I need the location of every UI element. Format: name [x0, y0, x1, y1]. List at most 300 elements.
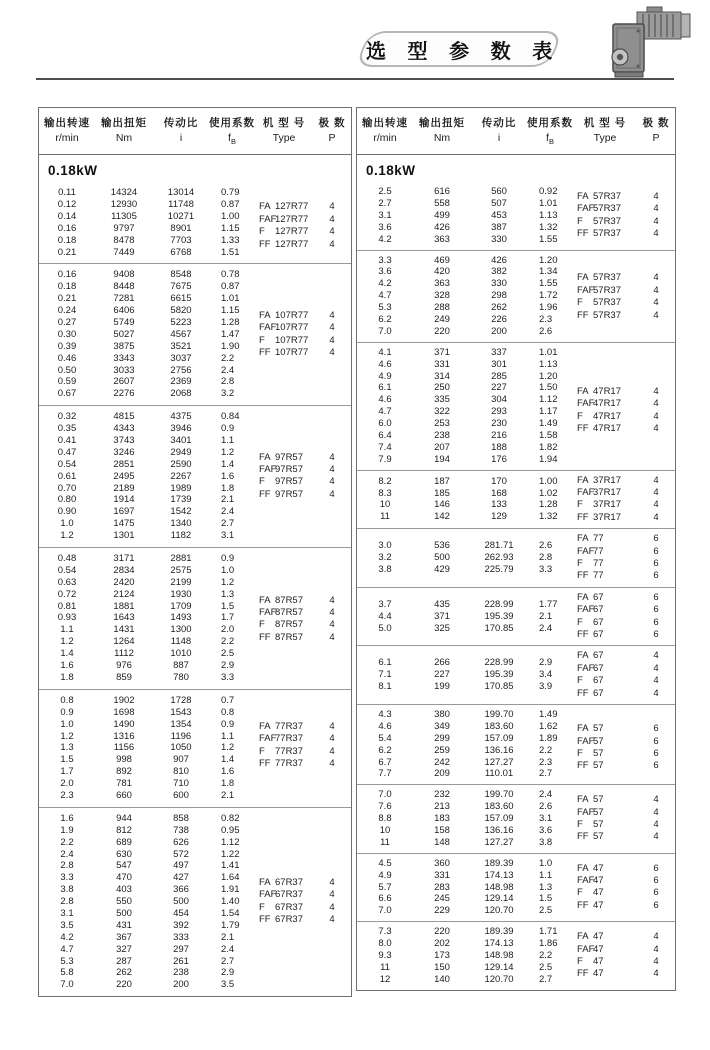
cell-ratio: 2949	[170, 446, 192, 458]
cell-speed: 0.47	[57, 446, 77, 458]
cell-fb: 1.13	[539, 358, 558, 370]
model-number: 47	[593, 887, 604, 899]
type-column	[577, 255, 675, 322]
cell-ratio: 200	[491, 325, 507, 337]
cell-speed: 0.39	[57, 340, 77, 352]
cell-torque: 325	[434, 622, 450, 634]
cell-ratio: 1196	[170, 730, 192, 742]
pole-count: 4	[329, 901, 335, 913]
cell-speed: 7.1	[378, 669, 392, 681]
cell-speed: 0.61	[57, 470, 77, 482]
cell-ratio: 738	[173, 824, 189, 836]
cell-torque: 5749	[113, 317, 135, 328]
model-prefix: FAF	[577, 662, 595, 674]
table-row	[357, 222, 573, 234]
cell-ratio: 1728	[170, 694, 192, 706]
model-type	[577, 411, 675, 423]
page-title: 选 型 参 数 表	[366, 41, 561, 63]
cell-ratio: 298	[491, 290, 507, 302]
table-row	[39, 553, 255, 565]
cell-torque: 616	[434, 186, 450, 198]
table-row	[357, 454, 573, 466]
model-number: 97R57	[275, 464, 303, 476]
cell-fb: 2.9	[221, 967, 235, 979]
cell-ratio: 5223	[170, 317, 192, 328]
cell-ratio: 600	[173, 789, 189, 801]
cell-fb: 2.5	[539, 961, 553, 973]
table-header	[357, 108, 675, 155]
table-row	[357, 974, 573, 986]
pole-count: 6	[653, 591, 659, 603]
model-number: 77	[593, 545, 604, 557]
cell-ratio: 1709	[170, 600, 192, 612]
cell-speed: 0.81	[57, 600, 77, 612]
table-row	[357, 882, 573, 894]
cell-torque: 4815	[113, 411, 135, 423]
table-row	[357, 186, 573, 198]
col-header-service-factor: 使用系数 $f_B$	[209, 117, 255, 147]
cell-speed: 6.1	[378, 657, 392, 669]
cell-fb: 2.2	[539, 744, 553, 756]
pole-count: 6	[653, 735, 659, 747]
model-number: 107R77	[275, 347, 309, 359]
cell-fb: 2.1	[221, 494, 235, 506]
cell-torque: 242	[434, 756, 450, 768]
cell-fb: 2.0	[221, 624, 235, 636]
table-row	[357, 623, 573, 635]
model-type	[577, 748, 675, 760]
cell-fb: 0.92	[539, 186, 558, 198]
model-type	[577, 285, 675, 297]
table-row	[39, 447, 255, 459]
cell-fb: 3.6	[539, 824, 553, 836]
table-row	[357, 938, 573, 950]
model-type	[577, 310, 675, 322]
cell-fb: 2.7	[221, 955, 235, 967]
model-type	[577, 736, 675, 748]
model-number: 127R77	[275, 213, 309, 225]
cell-ratio: 120.70	[484, 905, 514, 917]
data-block	[357, 528, 675, 587]
header-divider	[36, 78, 674, 80]
cell-fb: 0.9	[221, 553, 235, 565]
model-number: 87R57	[275, 594, 303, 606]
gearmotor-icon	[603, 6, 699, 80]
model-prefix: F	[259, 334, 265, 346]
cell-fb: 2.1	[221, 931, 235, 943]
cell-speed: 0.67	[57, 388, 77, 400]
cell-speed: 11	[380, 836, 390, 848]
pole-count: 6	[653, 616, 659, 628]
model-type	[259, 619, 351, 631]
cell-speed: 2.3	[60, 789, 74, 801]
model-prefix: F	[577, 675, 583, 687]
table-row	[39, 506, 255, 518]
model-number: 67	[593, 687, 604, 699]
cell-speed: 0.9	[60, 706, 74, 718]
data-block	[39, 405, 351, 547]
cell-ratio: 127.27	[484, 756, 514, 768]
type-column	[577, 191, 675, 241]
cell-speed: 1.9	[60, 824, 74, 836]
cell-speed: 1.7	[60, 766, 74, 778]
cell-torque: 331	[434, 869, 450, 881]
pole-count: 4	[653, 474, 659, 486]
table-row	[357, 359, 573, 371]
model-number: 97R57	[275, 488, 303, 500]
numeric-rows	[357, 657, 573, 693]
cell-torque: 781	[116, 778, 132, 790]
cell-torque: 2495	[113, 470, 135, 482]
cell-torque: 7281	[113, 293, 135, 305]
cell-speed: 0.14	[57, 210, 77, 222]
table-row	[357, 255, 573, 267]
cell-ratio: 148.98	[484, 881, 514, 893]
cell-ratio: 366	[173, 884, 189, 896]
model-type	[577, 386, 675, 398]
cell-torque: 328	[434, 290, 450, 302]
cell-fb: 0.9	[221, 423, 235, 435]
cell-fb: 2.9	[221, 660, 235, 672]
table-row	[39, 281, 255, 293]
table-row	[39, 648, 255, 660]
cell-fb: 1.20	[539, 370, 558, 382]
cell-fb: 1.2	[221, 576, 235, 588]
cell-ratio: 11748	[168, 198, 194, 210]
model-prefix: F	[577, 297, 583, 309]
cell-fb: 2.2	[539, 949, 553, 961]
cell-fb: 2.4	[221, 364, 235, 376]
cell-torque: 202	[434, 938, 450, 950]
cell-speed: 7.7	[378, 768, 392, 780]
pole-count: 4	[653, 931, 659, 943]
table-row	[357, 476, 573, 488]
cell-torque: 140	[434, 973, 450, 985]
model-prefix: FF	[577, 831, 589, 843]
cell-torque: 11305	[111, 210, 137, 222]
type-column	[259, 411, 351, 501]
model-prefix: FAF	[259, 607, 277, 619]
cell-torque: 3875	[113, 340, 135, 352]
pole-count: 4	[329, 889, 335, 901]
table-row	[39, 471, 255, 483]
cell-fb: 1.12	[221, 836, 240, 848]
cell-torque: 283	[434, 881, 450, 893]
pole-count: 4	[653, 398, 659, 410]
table-row	[357, 499, 573, 511]
model-prefix: FF	[259, 238, 271, 250]
cell-ratio: 195.39	[484, 610, 514, 622]
model-number: 67R37	[275, 877, 303, 889]
model-prefix: FAF	[577, 943, 595, 955]
cell-speed: 0.16	[57, 269, 77, 281]
cell-ratio: 330	[491, 278, 507, 290]
numeric-rows	[39, 187, 255, 258]
model-number: 37R17	[593, 474, 621, 486]
model-prefix: FAF	[259, 322, 277, 334]
pole-count: 4	[653, 191, 659, 203]
cell-torque: 1902	[113, 694, 135, 706]
model-type	[577, 423, 675, 435]
table-row	[39, 341, 255, 353]
cell-fb: 1.47	[221, 328, 240, 340]
cell-fb: 1.3	[221, 588, 235, 600]
table-row	[39, 223, 255, 235]
cell-ratio: 1989	[170, 482, 192, 494]
cell-torque: 367	[116, 931, 132, 943]
cell-ratio: 626	[173, 836, 189, 848]
cell-fb: 1.6	[221, 470, 235, 482]
numeric-rows	[357, 858, 573, 917]
cell-speed: 4.2	[378, 233, 392, 245]
cell-speed: 7.0	[60, 979, 74, 991]
model-prefix: FA	[577, 474, 589, 486]
pole-count: 4	[329, 322, 335, 334]
cell-torque: 371	[434, 346, 450, 358]
numeric-rows	[357, 599, 573, 635]
cell-ratio: 810	[173, 766, 189, 778]
table-row	[357, 721, 573, 733]
model-number: 77R37	[275, 745, 303, 757]
cell-speed: 5.0	[378, 622, 392, 634]
data-block	[39, 689, 351, 807]
data-block	[357, 784, 675, 852]
model-number: 47R17	[593, 410, 621, 422]
col-header-output-torque: 输出扭矩 Nm	[101, 117, 147, 144]
cell-speed: 4.9	[378, 869, 392, 881]
cell-speed: 3.8	[378, 563, 392, 575]
cell-fb: 1.89	[539, 732, 558, 744]
data-block	[39, 547, 351, 689]
cell-ratio: 3521	[170, 340, 192, 352]
pole-count: 4	[329, 238, 335, 250]
cell-ratio: 1182	[170, 530, 192, 542]
cell-fb: 2.5	[221, 648, 235, 660]
cell-fb: 1.28	[221, 317, 240, 328]
cell-fb: 1.2	[221, 742, 235, 754]
cell-speed: 3.6	[378, 221, 392, 233]
cell-torque: 322	[434, 406, 450, 418]
col-header-output-speed: 输出转速 r/min	[44, 117, 90, 144]
table-row	[357, 302, 573, 314]
cell-ratio: 129	[491, 511, 507, 523]
cell-speed: 0.24	[57, 305, 77, 317]
model-number: 107R77	[275, 322, 309, 334]
table-row	[39, 731, 255, 743]
table-row	[357, 599, 573, 611]
table-row	[39, 956, 255, 968]
model-number: 57	[593, 735, 604, 747]
cell-speed: 2.8	[60, 860, 74, 872]
model-prefix: FAF	[577, 284, 595, 296]
model-number: 67	[593, 628, 604, 640]
cell-speed: 3.3	[378, 254, 392, 266]
numeric-rows	[357, 255, 573, 338]
cell-torque: 2420	[113, 576, 135, 588]
pole-count: 4	[653, 309, 659, 321]
cell-ratio: 572	[173, 848, 189, 860]
model-prefix: FF	[577, 423, 589, 435]
cell-speed: 8.2	[378, 475, 392, 487]
cell-fb: 2.4	[221, 943, 235, 955]
cell-fb: 2.6	[539, 801, 553, 813]
cell-speed: 2.4	[60, 848, 74, 860]
pole-count: 6	[653, 887, 659, 899]
cell-ratio: 228.99	[484, 657, 514, 669]
cell-speed: 0.21	[57, 293, 77, 305]
model-number: 57	[593, 806, 604, 818]
table-row	[39, 636, 255, 648]
cell-ratio: 189.39	[484, 926, 514, 938]
cell-fb: 1.01	[221, 293, 240, 305]
model-type	[577, 191, 675, 203]
cell-speed: 6.1	[378, 382, 392, 394]
cell-torque: 245	[434, 893, 450, 905]
col-header-type: 机 型 号 Type	[262, 117, 306, 144]
model-number: 87R57	[275, 619, 303, 631]
cell-torque: 1156	[113, 742, 135, 754]
model-prefix: FA	[577, 191, 589, 203]
cell-torque: 158	[434, 824, 450, 836]
cell-speed: 0.50	[57, 364, 77, 376]
table-row	[39, 305, 255, 317]
cell-fb: 0.7	[221, 694, 235, 706]
type-column	[577, 533, 675, 583]
type-column	[577, 794, 675, 844]
cell-torque: 12930	[110, 198, 138, 210]
pole-count: 6	[653, 747, 659, 759]
cell-speed: 4.3	[378, 708, 392, 720]
cell-ratio: 199.70	[484, 708, 514, 720]
table-row	[357, 540, 573, 552]
table-row	[357, 430, 573, 442]
cell-torque: 335	[434, 394, 450, 406]
cell-torque: 262	[116, 967, 132, 979]
cell-speed: 0.8	[60, 694, 74, 706]
cell-torque: 500	[434, 552, 450, 564]
cell-ratio: 129.14	[484, 893, 514, 905]
cell-ratio: 120.70	[484, 973, 514, 985]
cell-torque: 6406	[113, 305, 135, 317]
cell-fb: 0.87	[221, 281, 240, 293]
table-row	[39, 247, 255, 259]
pole-count: 4	[329, 619, 335, 631]
cell-speed: 0.48	[57, 553, 77, 565]
cell-speed: 0.59	[57, 376, 77, 388]
table-row	[357, 801, 573, 813]
cell-speed: 12	[379, 973, 391, 985]
model-type	[259, 322, 351, 334]
model-type	[577, 875, 675, 887]
pole-count: 4	[653, 511, 659, 523]
cell-fb: 1.2	[221, 446, 235, 458]
cell-speed: 6.6	[378, 893, 392, 905]
cell-ratio: 2590	[170, 458, 192, 470]
pole-count: 4	[653, 203, 659, 215]
cell-ratio: 157.09	[484, 813, 514, 825]
model-number: 127R77	[275, 226, 309, 238]
table-row	[39, 849, 255, 861]
pole-count: 4	[329, 309, 335, 321]
model-number: 47R17	[593, 423, 621, 435]
cell-torque: 429	[434, 563, 450, 575]
table-header	[39, 108, 351, 155]
cell-torque: 380	[434, 708, 450, 720]
cell-ratio: 170.85	[484, 622, 514, 634]
table-row	[357, 745, 573, 757]
model-type	[577, 475, 675, 487]
cell-speed: 3.8	[60, 884, 74, 896]
cell-ratio: 285	[491, 370, 507, 382]
table-row	[39, 612, 255, 624]
model-type	[259, 877, 351, 889]
power-rating-label: 0.18kW	[366, 163, 416, 179]
cell-torque: 288	[434, 302, 450, 314]
cell-ratio: 2881	[170, 553, 192, 565]
cell-torque: 327	[116, 943, 132, 955]
cell-fb: 1.71	[539, 926, 558, 938]
pole-count: 4	[653, 955, 659, 967]
cell-ratio: 183.60	[484, 720, 514, 732]
cell-fb: 1.4	[221, 458, 235, 470]
model-type	[259, 758, 351, 770]
pole-count: 6	[653, 760, 659, 772]
cell-speed: 3.1	[60, 907, 74, 919]
table-row	[39, 896, 255, 908]
cell-torque: 253	[434, 418, 450, 430]
cell-ratio: 1542	[170, 506, 192, 518]
model-prefix: FA	[577, 533, 589, 545]
cell-ratio: 2575	[170, 564, 192, 576]
parameter-table-right	[356, 107, 676, 991]
table-row	[357, 733, 573, 745]
cell-speed: 4.7	[378, 290, 392, 302]
pole-count: 4	[653, 284, 659, 296]
model-number: 37R17	[593, 511, 621, 523]
cell-torque: 2276	[113, 388, 135, 400]
model-type	[577, 944, 675, 956]
model-number: 57R37	[593, 309, 621, 321]
model-type	[259, 733, 351, 745]
cell-torque: 238	[434, 430, 450, 442]
cell-torque: 227	[434, 669, 450, 681]
table-row	[357, 858, 573, 870]
cell-speed: 4.5	[378, 857, 392, 869]
cell-ratio: 227	[491, 382, 507, 394]
cell-fb: 1.13	[539, 209, 558, 221]
model-number: 77	[593, 558, 604, 570]
cell-torque: 360	[434, 857, 450, 869]
table-row	[39, 423, 255, 435]
table-row	[357, 962, 573, 974]
cell-speed: 6.2	[378, 314, 392, 325]
cell-speed: 0.54	[57, 458, 77, 470]
cell-speed: 4.6	[378, 394, 392, 406]
cell-ratio: 129.14	[484, 961, 514, 973]
pole-count: 4	[329, 745, 335, 757]
table-row	[39, 742, 255, 754]
cell-ratio: 453	[491, 209, 507, 221]
cell-speed: 7.0	[378, 905, 392, 917]
table-row	[357, 870, 573, 882]
model-number: 77	[593, 533, 604, 545]
cell-ratio: 226	[491, 314, 507, 325]
cell-torque: 220	[434, 926, 450, 938]
cell-torque: 266	[434, 657, 450, 669]
model-number: 47	[593, 943, 604, 955]
cell-speed: 5.3	[378, 302, 392, 314]
table-row	[39, 293, 255, 305]
